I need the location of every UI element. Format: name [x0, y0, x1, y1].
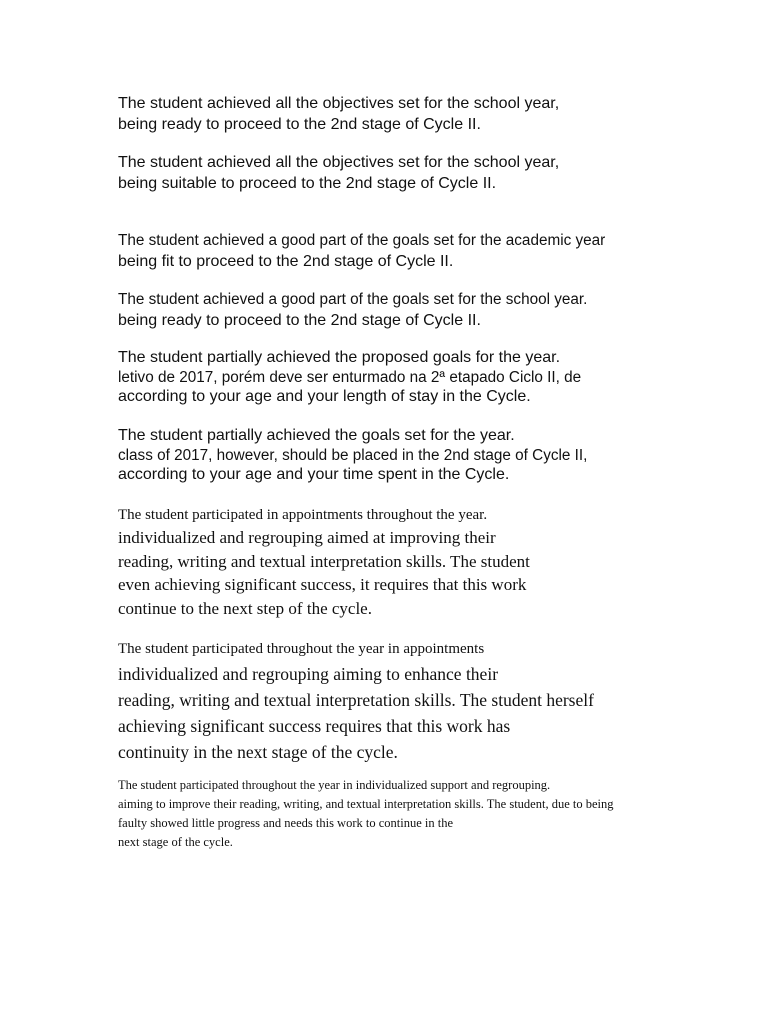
paragraph-7 — [118, 505, 530, 620]
paragraph-line: reading, writing and textual interpretation skills. The student — [118, 551, 530, 571]
paragraph-line: being ready to proceed to the 2nd stage of Cycle II. — [118, 116, 481, 133]
paragraph-line: even achieving significant success, it requires that this work — [118, 575, 527, 594]
paragraph-line: continue to the next step of the cycle. — [118, 598, 372, 618]
paragraph-line: The student participated throughout the year in individualized support and regrouping. — [118, 778, 551, 792]
paragraph-line: faulty showed little progress and needs this work to continue in the — [118, 816, 454, 830]
paragraph-line: being ready to proceed to the 2nd stage of Cycle II. — [118, 312, 481, 329]
paragraph-line: The student achieved a good part of the goals set for the school year. — [118, 291, 588, 308]
paragraph-line: according to your age and your length of stay in the Cycle. — [118, 388, 531, 405]
paragraph-1 — [118, 93, 559, 135]
paragraph-6 — [118, 426, 587, 485]
paragraph-9 — [118, 776, 614, 852]
paragraph-line: being fit to proceed to the 2nd stage of Cycle II. — [118, 253, 454, 270]
paragraph-line: achieving significant success requires that this work has — [118, 716, 511, 736]
paragraph-line: individualized and regrouping aimed at improving their — [118, 528, 496, 547]
paragraph-line: continuity in the next stage of the cycle. — [118, 742, 398, 762]
paragraph-line: being suitable to proceed to the 2nd stage of Cycle II. — [118, 175, 497, 192]
paragraph-3 — [118, 230, 605, 272]
paragraph-line: class of 2017, however, should be placed in the 2nd stage of Cycle II, — [118, 446, 588, 464]
paragraph-line: according to your age and your time spent in the Cycle. — [118, 466, 510, 483]
paragraph-line: The student achieved a good part of the goals set for the academic year — [118, 232, 606, 249]
paragraph-line: reading, writing and textual interpretation skills. The student herself — [118, 690, 594, 710]
paragraph-line: individualized and regrouping aiming to enhance their — [118, 664, 499, 684]
paragraph-line: The student achieved all the objectives set for the school year, — [118, 154, 560, 171]
paragraph-line: The student participated in appointments throughout the year. — [118, 507, 488, 523]
paragraph-line: next stage of the cycle. — [118, 835, 233, 849]
paragraph-2 — [118, 152, 559, 194]
paragraph-line: The student partially achieved the proposed goals for the year. — [118, 349, 561, 366]
paragraph-line: The student participated throughout the year in appointments — [118, 641, 485, 657]
paragraph-4 — [118, 289, 587, 331]
paragraph-line: The student achieved all the objectives set for the school year, — [118, 95, 560, 112]
paragraph-line: aiming to improve their reading, writing, and textual interpretation skills. The student, due to being — [118, 797, 614, 811]
paragraph-5 — [118, 348, 581, 407]
paragraph-8 — [118, 637, 594, 765]
paragraph-line: The student partially achieved the goals set for the year. — [118, 427, 515, 444]
paragraph-line: letivo de 2017, porém deve ser enturmado na 2ª etapado Ciclo II, de — [118, 368, 582, 386]
